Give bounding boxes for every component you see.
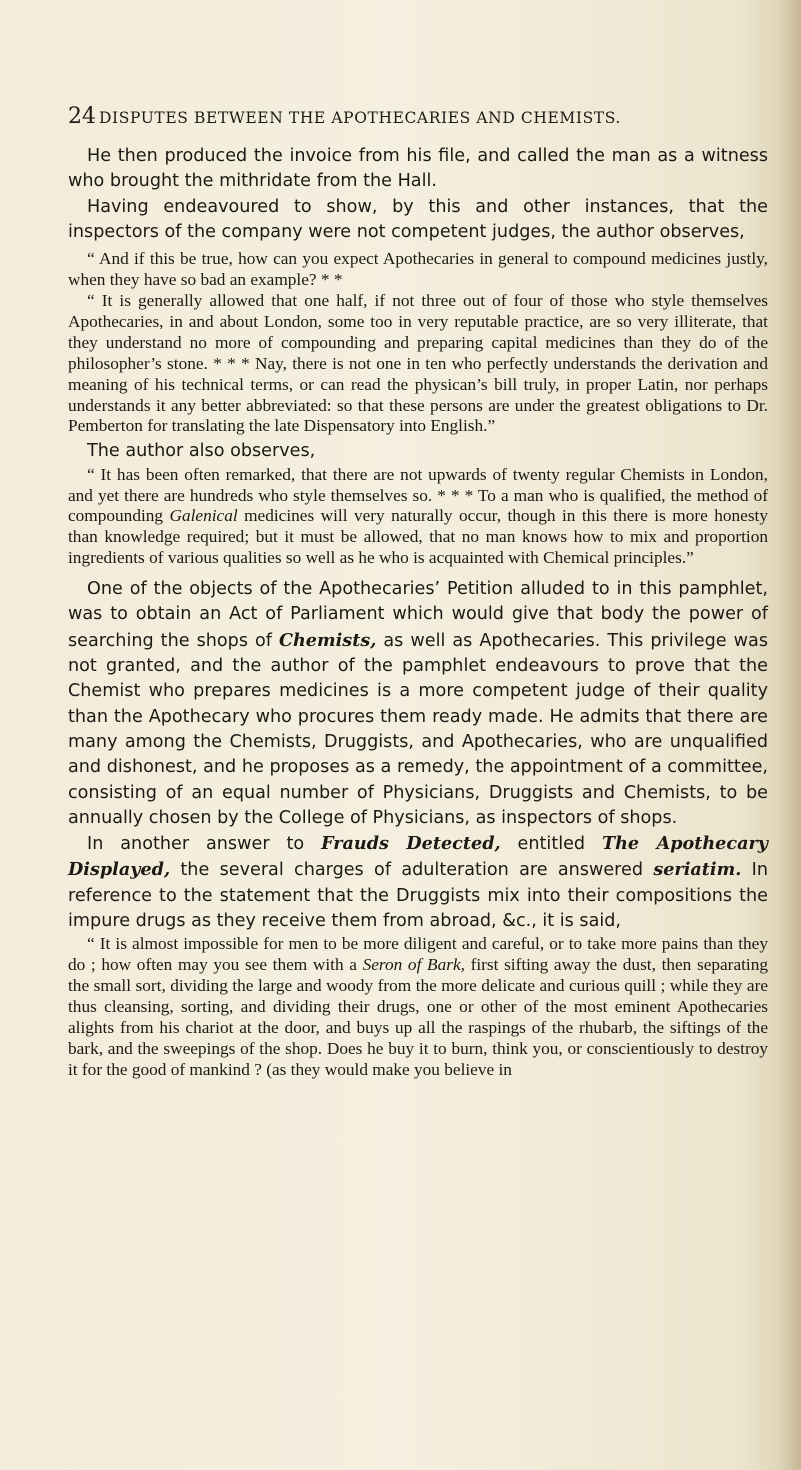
paragraph-author-observes: The author also observes, <box>87 441 316 462</box>
paragraph-petition-text-1: One of the objects of the Apothecaries’ Petition alluded to in this pamphlet, was to obtain an Act of Parliament which would give that body the power of searching the shops of <box>68 579 768 651</box>
running-title: DISPUTES BETWEEN THE APOTHECARIES AND CHEMISTS. <box>99 109 621 127</box>
paragraph-inspectors: Having endeavoured to show, by this and other instances, that the inspectors of the company were not competent judges, the author observes, <box>68 196 768 242</box>
word-seriatim: seriatim. <box>653 859 742 881</box>
paragraph-another-answer-text-4: In reference to the statement that the Druggists mix into their compositions the impure drugs as they receive them from abroad, &c., it is said, <box>68 860 769 932</box>
title-apothecary-displayed: The Apothecary Displayed, <box>68 833 768 881</box>
paragraph-petition-italic: Chemists, <box>279 629 377 651</box>
quote-regular-chemists-italic: Galenical <box>169 506 238 526</box>
paragraph-petition-text-2: as well as Apothecaries. This privilege was not granted, and the author of the pamphlet endeavours to prove that the Chemist who prepares medicines is a more competent judge of their quality than the Apothecary who procures them ready made. He admits that there are many among the Chemists, Druggists, and Apothecaries, who are unqualified and dishonest, and he proposes as a remedy, the appointment of a committee, consisting of an equal number of Physicians, Druggists and Chemists, to be annually chosen by the College of Physicians, as inspectors of shops. <box>68 630 768 828</box>
quote-diligent-druggists-italic: Seron of Bark, <box>362 955 465 975</box>
paragraph-another-answer-text-1: In another answer to <box>87 834 322 855</box>
paragraph-another-answer-text-2: entitled <box>500 834 603 855</box>
page-body <box>68 144 768 1081</box>
quote-illiterate-apothecaries: “ It is generally allowed that one half, if not three out of four of those who style themselves Apothecaries, in and about London, some too in very reputable practice, are so very illiterate, that they understand no more of compounding and preparing capital medicines than they do of the philosopher’s stone. * * * Nay, there is not one in ten who perfectly understands the derivation and meaning of his technical terms, or can read the physican’s bill truly, in proper Latin, nor perhaps understands it any better abbreviated: so that these persons are under the greatest obligations to Dr. Pemberton for translating the late Dispensatory into English.” <box>68 291 768 436</box>
quote-diligent-druggists <box>68 934 768 1080</box>
quote-diligent-druggists-text-1: “ It is almost impossible for men to be more diligent and careful, or to take more pains than they do ; how often may you see them with a <box>68 934 768 975</box>
paragraph-petition <box>68 577 768 831</box>
paragraph-invoice: He then produced the invoice from his file, and called the man as a witness who brought the mithridate from the Hall. <box>68 146 768 192</box>
page-edge-shadow <box>779 0 801 1470</box>
page-number: 24 <box>68 104 96 129</box>
title-frauds-detected: Frauds Detected, <box>321 833 501 855</box>
paragraph-another-answer <box>68 831 768 934</box>
quote-regular-chemists-text-2: medicines will very naturally occur, though in this there is more honesty than knowledge required; but it must be allowed, that no man knows how to mix and proportion ingredients of various qualities so well as he who is acquainted with Chemical principles.” <box>68 506 768 568</box>
quote-bad-example: “ And if this be true, how can you expect Apothecaries in general to compound medicines justly, when they have so bad an example? * * <box>68 249 768 290</box>
quote-regular-chemists <box>68 465 768 570</box>
quote-diligent-druggists-text-2: first sifting away the dust, then separating the small sort, dividing the large and woody from the more delicate and curious quill ; while they are thus cleansing, sorting, and dividing their drugs, one or other of the most eminent Apothecaries alights from his chariot at the door, and buys up all the raspings of the rhubarb, the siftings of the bark, and the sweepings of the shop. Does he buy it to burn, think you, or conscientiously to destroy it for the good of mankind ? (as they would make you believe in <box>68 955 768 1079</box>
paragraph-another-answer-text-3: the several charges of adulteration are answered <box>170 860 654 881</box>
quote-regular-chemists-text-1: “ It has been often remarked, that there are not upwards of twenty regular Chemists in London, and yet there are hundreds who style themselves so. * * * To a man who is qualified, the method of compounding <box>68 464 768 526</box>
page-header <box>68 104 768 130</box>
